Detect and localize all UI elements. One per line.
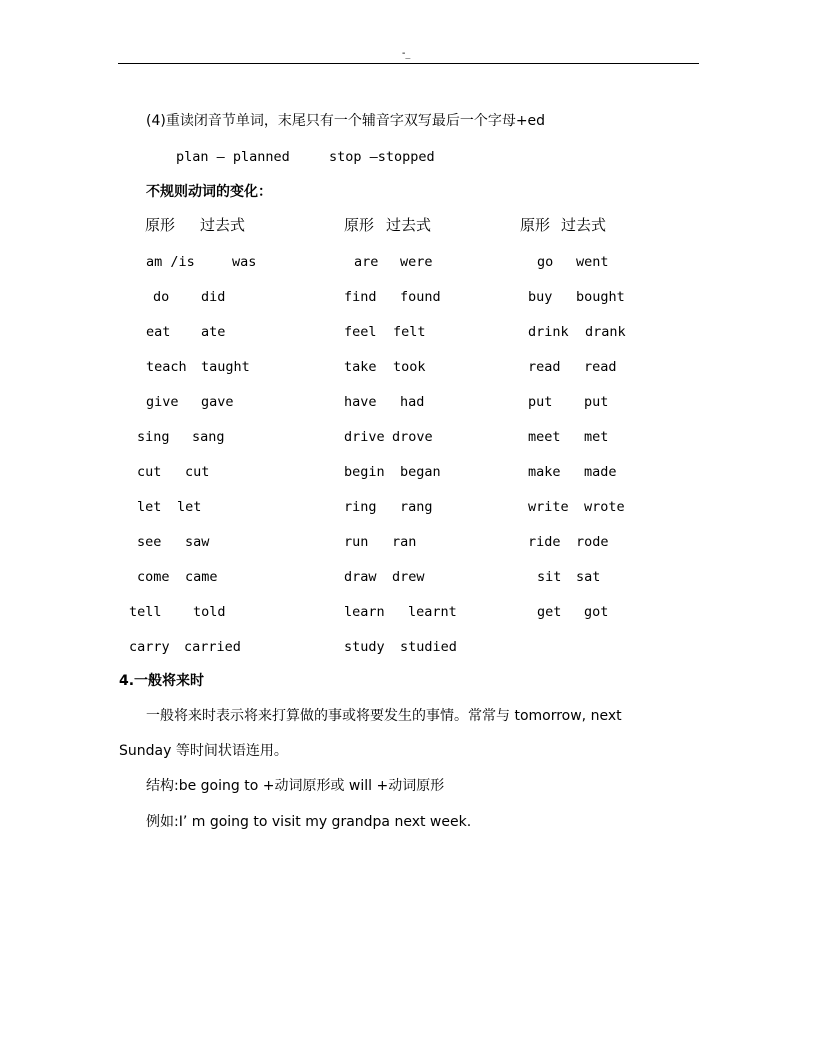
future-tense-heading: 4.一般将来时 <box>119 673 205 689</box>
verb-base-form: carry <box>129 639 170 655</box>
verb-past-form: was <box>232 254 257 270</box>
verb-base-form: do <box>153 289 170 305</box>
col-header-past: 过去式 <box>386 216 432 234</box>
verb-past-form: drew <box>392 569 425 585</box>
verb-past-form: were <box>400 254 433 270</box>
verb-past-form: ran <box>392 534 417 550</box>
verb-base-form: meet <box>528 429 561 445</box>
verb-base-form: run <box>344 534 369 550</box>
verb-past-form: gave <box>201 394 234 410</box>
verb-base-form: go <box>537 254 554 270</box>
rule-4-example-plan: plan – planned <box>176 149 290 165</box>
verb-past-form: did <box>201 289 226 305</box>
future-tense-structure: 结构:be going to +动词原形或 will +动词原形 <box>146 778 445 794</box>
verb-past-form: read <box>584 359 617 375</box>
verb-base-form: ride <box>528 534 561 550</box>
verb-past-form: rang <box>400 499 433 515</box>
verb-past-form: got <box>584 604 609 620</box>
verb-past-form: took <box>393 359 426 375</box>
verb-past-form: let <box>177 499 202 515</box>
verb-past-form: found <box>400 289 441 305</box>
header-mark: -_ <box>402 48 411 59</box>
verb-base-form: buy <box>528 289 553 305</box>
future-tense-example: 例如:I’ m going to visit my grandpa next week. <box>146 814 472 830</box>
verb-base-form: read <box>528 359 561 375</box>
col-header-base: 原形 <box>344 216 375 234</box>
verb-base-form: give <box>146 394 179 410</box>
verb-past-form: came <box>185 569 218 585</box>
verb-past-form: met <box>584 429 609 445</box>
verb-base-form: drink <box>528 324 569 340</box>
verb-past-form: cut <box>185 464 210 480</box>
verb-past-form: told <box>193 604 226 620</box>
col-header-past: 过去式 <box>200 216 246 234</box>
verb-past-form: taught <box>201 359 250 375</box>
verb-base-form: drive <box>344 429 385 445</box>
verb-base-form: are <box>354 254 379 270</box>
verb-base-form: draw <box>344 569 377 585</box>
verb-base-form: ring <box>344 499 377 515</box>
verb-base-form: teach <box>146 359 187 375</box>
verb-base-form: cut <box>137 464 162 480</box>
verb-past-form: began <box>400 464 441 480</box>
rule-4-example-stop: stop –stopped <box>329 149 435 165</box>
verb-past-form: bought <box>576 289 625 305</box>
verb-base-form: feel <box>344 324 377 340</box>
future-tense-description-line-2: Sunday 等时间状语连用。 <box>119 743 288 759</box>
verb-past-form: ate <box>201 324 226 340</box>
verb-base-form: tell <box>129 604 162 620</box>
verb-past-form: put <box>584 394 609 410</box>
verb-base-form: begin <box>344 464 385 480</box>
verb-base-form: have <box>344 394 377 410</box>
verb-past-form: drank <box>585 324 626 340</box>
verb-base-form: let <box>137 499 162 515</box>
verb-past-form: studied <box>400 639 457 655</box>
col-header-past: 过去式 <box>561 216 607 234</box>
verb-base-form: make <box>528 464 561 480</box>
verb-past-form: went <box>576 254 609 270</box>
verb-base-form: sing <box>137 429 170 445</box>
verb-base-form: come <box>137 569 170 585</box>
verb-base-form: get <box>537 604 562 620</box>
verb-past-form: had <box>400 394 425 410</box>
verb-base-form: study <box>344 639 385 655</box>
verb-past-form: drove <box>392 429 433 445</box>
col-header-base: 原形 <box>520 216 551 234</box>
irregular-verbs-title: 不规则动词的变化： <box>146 184 272 200</box>
verb-past-form: learnt <box>408 604 457 620</box>
future-tense-description-line-1: 一般将来时表示将来打算做的事或将要发生的事情。常常与 tomorrow, next <box>146 708 622 724</box>
verb-base-form: am /is <box>146 254 195 270</box>
verb-base-form: sit <box>537 569 562 585</box>
rule-4-text: (4)重读闭音节单词，末尾只有一个辅音字双写最后一个字母+ed <box>146 113 546 129</box>
verb-base-form: find <box>344 289 377 305</box>
verb-base-form: put <box>528 394 553 410</box>
verb-base-form: write <box>528 499 569 515</box>
verb-past-form: felt <box>393 324 426 340</box>
verb-base-form: learn <box>344 604 385 620</box>
header-rule <box>118 63 699 64</box>
verb-base-form: eat <box>146 324 171 340</box>
verb-past-form: made <box>584 464 617 480</box>
verb-past-form: rode <box>576 534 609 550</box>
col-header-base: 原形 <box>145 216 176 234</box>
verb-past-form: wrote <box>584 499 625 515</box>
verb-past-form: sat <box>576 569 601 585</box>
verb-base-form: take <box>344 359 377 375</box>
verb-past-form: sang <box>192 429 225 445</box>
verb-past-form: saw <box>185 534 210 550</box>
verb-past-form: carried <box>184 639 241 655</box>
verb-base-form: see <box>137 534 162 550</box>
